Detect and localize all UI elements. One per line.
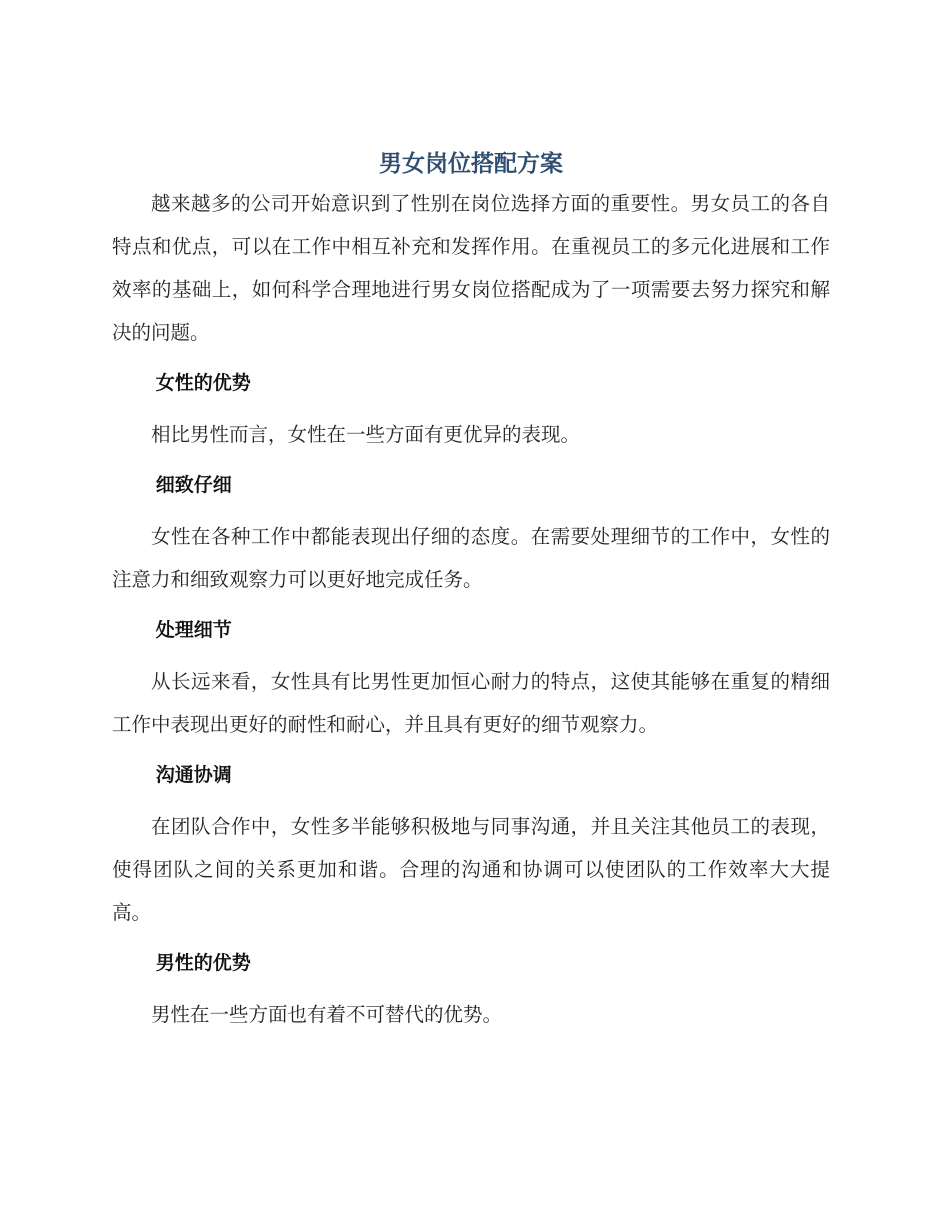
section-heading-male-advantages: 男性的优势 <box>155 952 251 974</box>
document-body <box>112 146 830 1036</box>
section-heading-meticulous: 细致仔细 <box>155 474 232 496</box>
spacer <box>112 405 830 413</box>
spacer <box>112 797 830 805</box>
section-paragraph-meticulous: 女性在各种工作中都能表现出仔细的态度。在需要处理细节的工作中，女性的注意力和细致观察力可以更好地完成任务。 <box>112 525 830 591</box>
section-paragraph-communication: 在团队合作中，女性多半能够积极地与同事沟通，并且关注其他员工的表现，使得团队之间的关系更加和谐。合理的沟通和协调可以使团队的工作效率大大提高。 <box>112 815 830 924</box>
spacer <box>112 985 830 993</box>
section-heading-handle-details: 处理细节 <box>155 619 232 641</box>
spacer <box>112 746 830 754</box>
spacer <box>112 354 830 362</box>
section-heading-female-advantages: 女性的优势 <box>155 372 251 394</box>
spacer <box>112 507 830 515</box>
section-heading-communication: 沟通协调 <box>155 764 232 786</box>
spacer <box>112 601 830 609</box>
spacer <box>112 652 830 660</box>
intro-paragraph: 越来越多的公司开始意识到了性别在岗位选择方面的重要性。男女员工的各自特点和优点，可以在工作中相互补充和发挥作用。在重视员工的多元化进展和工作效率的基础上，如何科学合理地进行男女岗位搭配成为了一项需要去努力探究和解决的问题。 <box>112 192 830 344</box>
document-title: 男女岗位搭配方案 <box>379 151 563 177</box>
section-paragraph-handle-details: 从长远来看，女性具有比男性更加恒心耐力的特点，这使其能够在重复的精细工作中表现出更好的耐性和耐心，并且具有更好的细节观察力。 <box>112 670 830 736</box>
section-paragraph-male-advantages: 男性在一些方面也有着不可替代的优势。 <box>151 1003 503 1026</box>
spacer <box>112 934 830 942</box>
spacer <box>112 456 830 464</box>
section-paragraph-female-advantages: 相比男性而言，女性在一些方面有更优异的表现。 <box>151 423 581 446</box>
